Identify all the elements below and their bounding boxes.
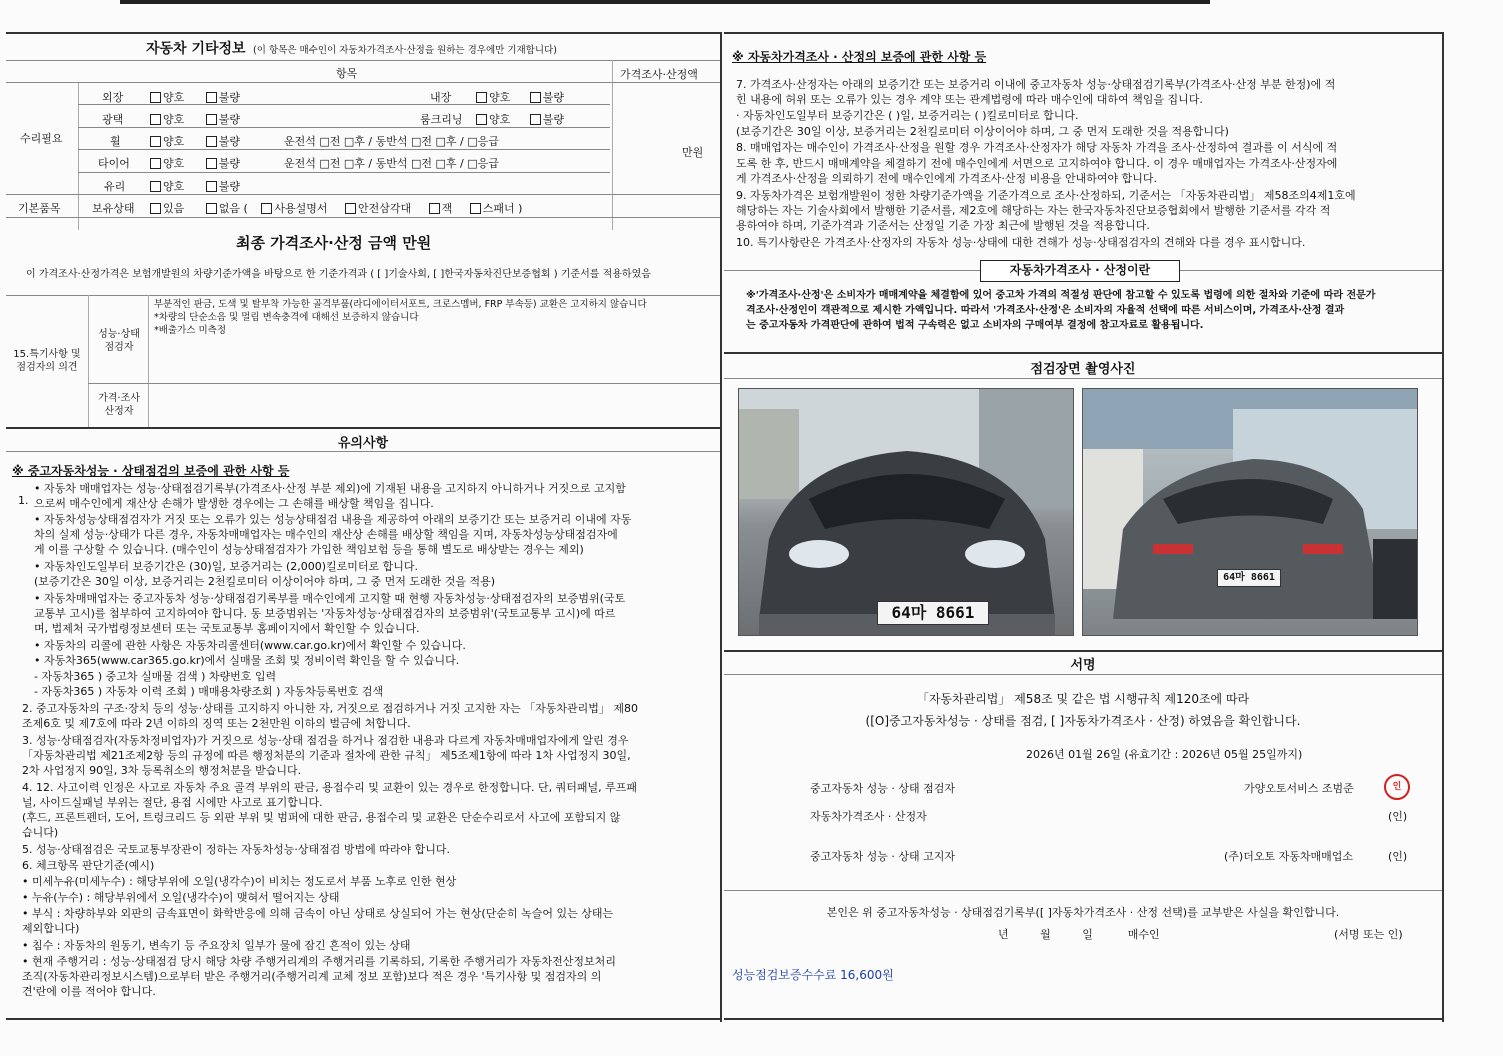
price-item-line: 9. 자동차가격은 보험개발원이 정한 차량기준가액을 기준가격으로 조사·산정하되, 기준서는 「자동차관리법」 제58조의4제1호에	[736, 189, 1356, 202]
note-line: 교통부 고시)를 첨부하여 고지하여야 합니다. 동 보증범위는 '자동차성능·상태점검자의 보증범위'(국토교통부 고시)에 따르	[34, 607, 616, 620]
perf-note-line: 부분적인 판금, 도색 및 탈부착 가능한 골격부품(라디에이터서포트, 크로스멤버, FRP 부속등) 교환은 고지하지 않습니다	[154, 299, 647, 310]
price-item-line: 해당하는 자는 기술사회에서 발행한 기준서를, 제2호에 해당하는 자는 한국자동차진단보증협회에서 발행한 기준서를 각각 적	[736, 204, 1331, 217]
final-note: 이 가격조사·산정가격은 보험개발원의 차량기준가액을 바탕으로 한 기준가격과 ( [ ]기술사회, [ ]한국자동차진단보증협회 ) 기준서를 적용하였음	[26, 269, 651, 280]
row-wheel-positions: 운전석 □전 □후 / 동반석 □전 □후 / □응급	[284, 135, 499, 148]
row-tire-options: 양호 불량	[150, 155, 240, 171]
checkbox[interactable]	[150, 203, 161, 214]
rear-license-plate: 64마 8661	[1217, 569, 1281, 587]
checkbox[interactable]	[345, 203, 356, 214]
top-edge-bar	[120, 0, 1210, 4]
notifier-label: 중고자동차 성능 · 상태 고지자	[810, 850, 955, 863]
row-glass-options: 양호 불량	[150, 178, 240, 194]
notifier-seal: (인)	[1388, 850, 1408, 863]
checkbox[interactable]	[206, 136, 217, 147]
note-line: 조제6호 및 제7호에 따라 2년 이하의 징역 또는 2천만원 이하의 벌금에 처합니다.	[22, 717, 411, 730]
checkbox[interactable]	[206, 114, 217, 125]
perf-label: 성능·상태 점검자	[98, 329, 140, 353]
law-line-1: 「자동차관리법」 제58조 및 같은 법 시행규칙 제120조에 따라	[916, 692, 1250, 706]
checkbox[interactable]	[476, 92, 487, 103]
notifier-name: (주)더오토 자동차매매업소	[1224, 850, 1353, 863]
photo-title: 점검장면 촬영사진	[1030, 362, 1136, 377]
note-line: 「자동차관리법 제21조제2항 등의 규정에 따른 행정처분의 기준과 절차에 관한 규칙」 제5조제1항에 따라 1차 사업정지 30일,	[22, 749, 631, 762]
note-line: 5. 성능·상태점검은 국토교통부장관이 정하는 자동차성능·상태점검 방법에 따라야 합니다.	[22, 843, 450, 856]
price-item-line: 8. 매매업자는 매수인이 가격조사·산정을 원할 경우 가격조사·산정자가 해당 자동차 가격을 조사·산정하여 결과를 이 서식에 적	[736, 141, 1338, 154]
note-line: - 자동차365 ) 중고차 실매물 검색 ) 차량번호 입력	[34, 670, 277, 683]
note-line: • 자동차의 리콜에 관한 사항은 자동차리콜센터(www.car.go.kr)에서 확인할 수 있습니다.	[34, 639, 466, 652]
right-column	[724, 32, 1444, 1022]
note-line: • 자동차성능상태점검자가 거짓 또는 오류가 있는 성능상태점검 내용을 제공하여 아래의 보증기간 또는 보증거리 이내에 자동	[34, 513, 632, 526]
note-line: 4. 12. 사고이력 인정은 사고로 자동차 주요 골격 부위의 판금, 용접수리 및 교환이 있는 경우로 한정합니다. 단, 쿼터패널, 루프패	[22, 781, 637, 794]
note-line: 6. 체크항목 판단기준(예시)	[22, 859, 155, 872]
row-roomclean-options: 양호 불량	[476, 111, 564, 127]
price-assessor-label: 자동차가격조사 · 산정자	[810, 810, 927, 823]
info-title-wrap	[146, 38, 557, 58]
row-exterior-name: 외장	[102, 91, 124, 104]
row-tire-name: 타이어	[98, 157, 130, 170]
checkbox[interactable]	[429, 203, 440, 214]
row-exterior-options: 양호 불량	[150, 89, 240, 105]
note-line: • 자동차매매업자는 중고자동차 성능·상태점검기록부를 매수인에게 고지할 때 현행 자동차성능·상태점검자의 보증범위(국토	[34, 592, 626, 605]
row-glass-name: 유리	[104, 180, 126, 193]
checkbox[interactable]	[206, 203, 217, 214]
price-warranty-title: ※ 자동차가격조사 · 산정의 보증에 관한 사항 등	[732, 50, 987, 64]
rear-car-illustration	[1083, 389, 1418, 636]
note-line: • 누유(누수) : 해당부위에서 오일(냉각수)이 맺혀서 떨어지는 상태	[22, 891, 340, 904]
note-line: • 미세누유(미세누수) : 해당부위에 오일(냉각수)이 비치는 정도로서 부품 노후로 인한 현상	[22, 875, 457, 888]
checkbox[interactable]	[150, 114, 161, 125]
law-line-2: ([O]중고자동차성능 · 상태를 점검, [ ]자동차가격조사 · 산정) 하였음을 확인합니다.	[865, 714, 1301, 728]
note-line: (후드, 프론트펜더, 도어, 트렁크리드 등 외판 부위 및 범퍼에 대한 판금, 용접수리 및 교환은 단순수리로서 사고에 포함되지 않	[22, 811, 621, 824]
receipt-date: 년 월 일 매수인	[998, 928, 1160, 941]
what-line: 는 중고자동차 가격판단에 관하여 법적 구속력은 없고 소비자의 구매여부 결정에 참고자료로 활용됩니다.	[746, 320, 1204, 331]
price-item-line: 7. 가격조사·산정자는 아래의 보증기간 또는 보증거리 이내에 중고자동차 성능·상태점검기록부(가격조사·산정 부분 한정)에 적	[736, 78, 1336, 91]
price-item-line: (보증기간은 30일 이상, 보증거리는 2천킬로미터 이상이어야 하며, 그 중 먼저 도래한 것을 적용합니다)	[736, 125, 1229, 138]
note-line: 차의 실제 성능·상태가 다른 경우, 자동차매매업자는 매수인의 재산상 손해를 배상할 책임을 지며, 자동차성능상태점검자에	[34, 528, 618, 541]
note-line: • 현재 주행거리 : 성능·상태점검 당시 해당 차량 주행거리계의 주행거리를 기록하되, 기록한 주행거리가 자동차전산정보처리	[22, 955, 616, 968]
row-wheel-options: 양호 불량	[150, 133, 240, 149]
left-column	[6, 32, 722, 1022]
inspector-label: 중고자동차 성능 · 상태 점검자	[810, 782, 955, 795]
basic-options: 있음 없음 ( 사용설명서 안전삼각대 잭 스패너 )	[150, 200, 522, 216]
row-roomclean-name: 룸크리닝	[420, 113, 463, 126]
front-license-plate: 64마 8661	[877, 601, 989, 625]
price-item-line: 도록 한 후, 반드시 매매계약을 체결하기 전에 매수인에게 서면으로 고지하여야 합니다. 이 경우 매매업자는 가격조사·산정자에	[736, 157, 1338, 170]
checkbox[interactable]	[476, 114, 487, 125]
receipt-sign: (서명 또는 인)	[1334, 928, 1403, 941]
info-subtitle: (이 항목은 매수인이 자동차가격조사·산정을 원하는 경우에만 기재합니다)	[253, 45, 557, 56]
row-tire-positions: 운전석 □전 □후 / 동반석 □전 □후 / □응급	[284, 157, 499, 170]
checkbox[interactable]	[261, 203, 272, 214]
note-line: 며, 법제처 국가법령정보센터 또는 국토교통부 홈페이지에서 확인할 수 있습니다.	[34, 622, 420, 635]
price-assessor-seal: (인)	[1388, 810, 1408, 823]
sign-title: 서명	[1070, 658, 1096, 673]
checkbox[interactable]	[150, 181, 161, 192]
price-label: 가격·조사 산정자	[98, 393, 140, 417]
special-label: 15.특기사항 및 점검자의 의견	[13, 349, 81, 373]
price-item-line: · 자동차인도일부터 보증기간은 ( )일, 보증거리는 ( )킬로미터로 합니다.	[736, 109, 1079, 122]
row-wheel-name: 휠	[110, 135, 121, 148]
front-car-illustration	[739, 389, 1074, 636]
final-price: 최종 가격조사·산정 금액 만원	[236, 234, 432, 252]
note-line: 널, 사이드실패널 부위는 절단, 용접 시에만 사고로 표기합니다.	[22, 796, 323, 809]
checkbox[interactable]	[530, 114, 541, 125]
inspector-name: 가양오토서비스 조범준	[1244, 782, 1354, 795]
repair-label: 수리필요	[20, 132, 63, 145]
note-line: 제외합니다)	[22, 922, 80, 935]
perf-note-line: *배출가스 미측정	[154, 325, 227, 336]
row-interior-options: 양호 불량	[476, 89, 564, 105]
note1-number: 1.	[18, 494, 29, 507]
what-title: 자동차가격조사 · 산정이란	[980, 260, 1180, 282]
price-item-line: 게 가격조사·산정을 의뢰하기 전에 매수인에게 가격조사·산정 비용을 안내하여야 합니다.	[736, 172, 1157, 185]
note-line: 2차 사업정지 90일, 3차 등록취소의 행정처분을 받습니다.	[22, 764, 302, 777]
note-line: • 부식 : 차량하부와 외판의 금속표면이 화학반응에 의해 금속이 아닌 상태로 상실되어 가는 현상(단순히 녹슬어 있는 상태는	[22, 907, 614, 920]
perf-note-line: *차량의 단순소음 및 멀림 변속충격에 대해선 보증하지 않습니다	[154, 312, 419, 323]
note-line: 으로써 매수인에게 재산상 손해가 발생한 경우에는 그 손해를 배상할 책임을 집니다.	[34, 497, 434, 510]
col-price-header: 가격조사·산정액	[620, 68, 698, 81]
basic-have-name: 보유상태	[92, 202, 135, 215]
note-line: • 침수 : 자동차의 원동기, 변속기 등 주요장치 일부가 물에 잠긴 흔적이 있는 상태	[22, 939, 411, 952]
note-line: (보증기간은 30일 이상, 보증거리는 2천킬로미터 이상이어야 하며, 그 중 먼저 도래한 것을 적용)	[34, 575, 496, 588]
price-item-line: 힌 내용에 허위 또는 오류가 있는 경우 계약 또는 관계법령에 따라 매수인에 대하여 책임을 집니다.	[736, 93, 1203, 106]
note-line: 습니다)	[22, 826, 59, 839]
checkbox[interactable]	[470, 203, 481, 214]
front-car-photo	[738, 388, 1074, 636]
what-line: 격조사·산정인이 객관적으로 제시한 가액입니다. 따라서 '가격조사·산정'은 소비자의 자율적 선택에 따른 서비스이며, 가격조사·산정 결과	[746, 305, 1345, 316]
note-line: 2. 중고자동차의 구조·장치 등의 성능·상태를 고지하지 아니한 자, 거짓으로 점검하거나 거짓 고지한 자는 「자동차관리법」 제80	[22, 702, 638, 715]
what-line: ※'가격조사·산정'은 소비자가 매매계약을 체결함에 있어 중고차 가격의 적절성 판단에 참고할 수 있도록 법령에 의한 절차와 기준에 따라 전문가	[746, 290, 1376, 301]
note-line: 게 이를 구상할 수 있습니다. (매수인이 성능상태점검자가 가입한 책임보험 등을 통해 별도로 배상받는 경우는 제외)	[34, 543, 584, 556]
rear-car-photo	[1082, 388, 1418, 636]
warranty-title: ※ 중고자동차성능 · 상태점검의 보증에 관한 사항 등	[12, 464, 290, 478]
checkbox[interactable]	[530, 92, 541, 103]
perf-notes	[154, 298, 647, 337]
info-title: 자동차 기타정보	[146, 41, 246, 57]
col-item-header: 항목	[336, 67, 358, 80]
price-item-line: 용하여야 하며, 기준가격과 기준서는 산정일 기준 가장 최근에 발행된 것을 적용합니다.	[736, 219, 1150, 232]
checkbox[interactable]	[150, 158, 161, 169]
note-line: - 자동차365 ) 자동차 이력 조회 ) 매매용차량조회 ) 자동차등록번호 검색	[34, 685, 384, 698]
row-gloss-options: 양호 불량	[150, 111, 240, 127]
price-item-line: 10. 특기사항란은 가격조사·산정자의 자동차 성능·상태에 대한 견해가 성능·상태점검자의 견해와 다를 경우 표시합니다.	[736, 236, 1306, 249]
checkbox[interactable]	[150, 136, 161, 147]
basic-label: 기본품목	[18, 202, 61, 215]
receipt-line: 본인은 위 중고자동차성능 · 상태점검기록부([ ]자동차가격조사 · 산정 선택)를 교부받은 사실을 확인합니다.	[826, 906, 1340, 919]
what-lines	[746, 288, 1375, 333]
checkbox[interactable]	[206, 181, 217, 192]
row-interior-name: 내장	[430, 91, 452, 104]
sign-date: 2026년 01월 26일 (유효기간 : 2026년 05월 25일까지)	[1026, 748, 1303, 761]
note-line: 견'란에 이를 적어야 합니다.	[22, 985, 156, 998]
fee-text: 성능점검보증수수료 16,600원	[732, 968, 894, 982]
red-seal-stamp: 인	[1384, 774, 1410, 800]
note-line: • 자동차 매매업자는 성능·상태점검기록부(가격조사·산정 부분 제외)에 기재된 내용을 고지하지 아니하거나 거짓으로 고지함	[34, 482, 626, 495]
checkbox[interactable]	[206, 158, 217, 169]
row-gloss-name: 광택	[102, 113, 124, 126]
unit-manwon: 만원	[682, 146, 704, 159]
checkbox[interactable]	[206, 92, 217, 103]
caution-title: 유의사항	[337, 436, 389, 451]
note-line: 3. 성능·상태점검자(자동차정비업자)가 거짓으로 성능·상태 점검을 하거나 점검한 내용과 다르게 자동차매매업자에게 알린 경우	[22, 734, 629, 747]
checkbox[interactable]	[150, 92, 161, 103]
note-line: • 자동차365(www.car365.go.kr)에서 실매물 조회 및 정비이력 확인을 할 수 있습니다.	[34, 654, 460, 667]
note-line: 조직(자동차관리정보시스템)으로부터 받은 주행거리(주행거리계 교체 정보 포함)보다 적은 경우 '특기사항 및 점검자의 의	[22, 970, 602, 983]
note-line: • 자동차인도일부터 보증기간은 (30)일, 보증거리는 (2,000)킬로미터로 합니다.	[34, 560, 419, 573]
